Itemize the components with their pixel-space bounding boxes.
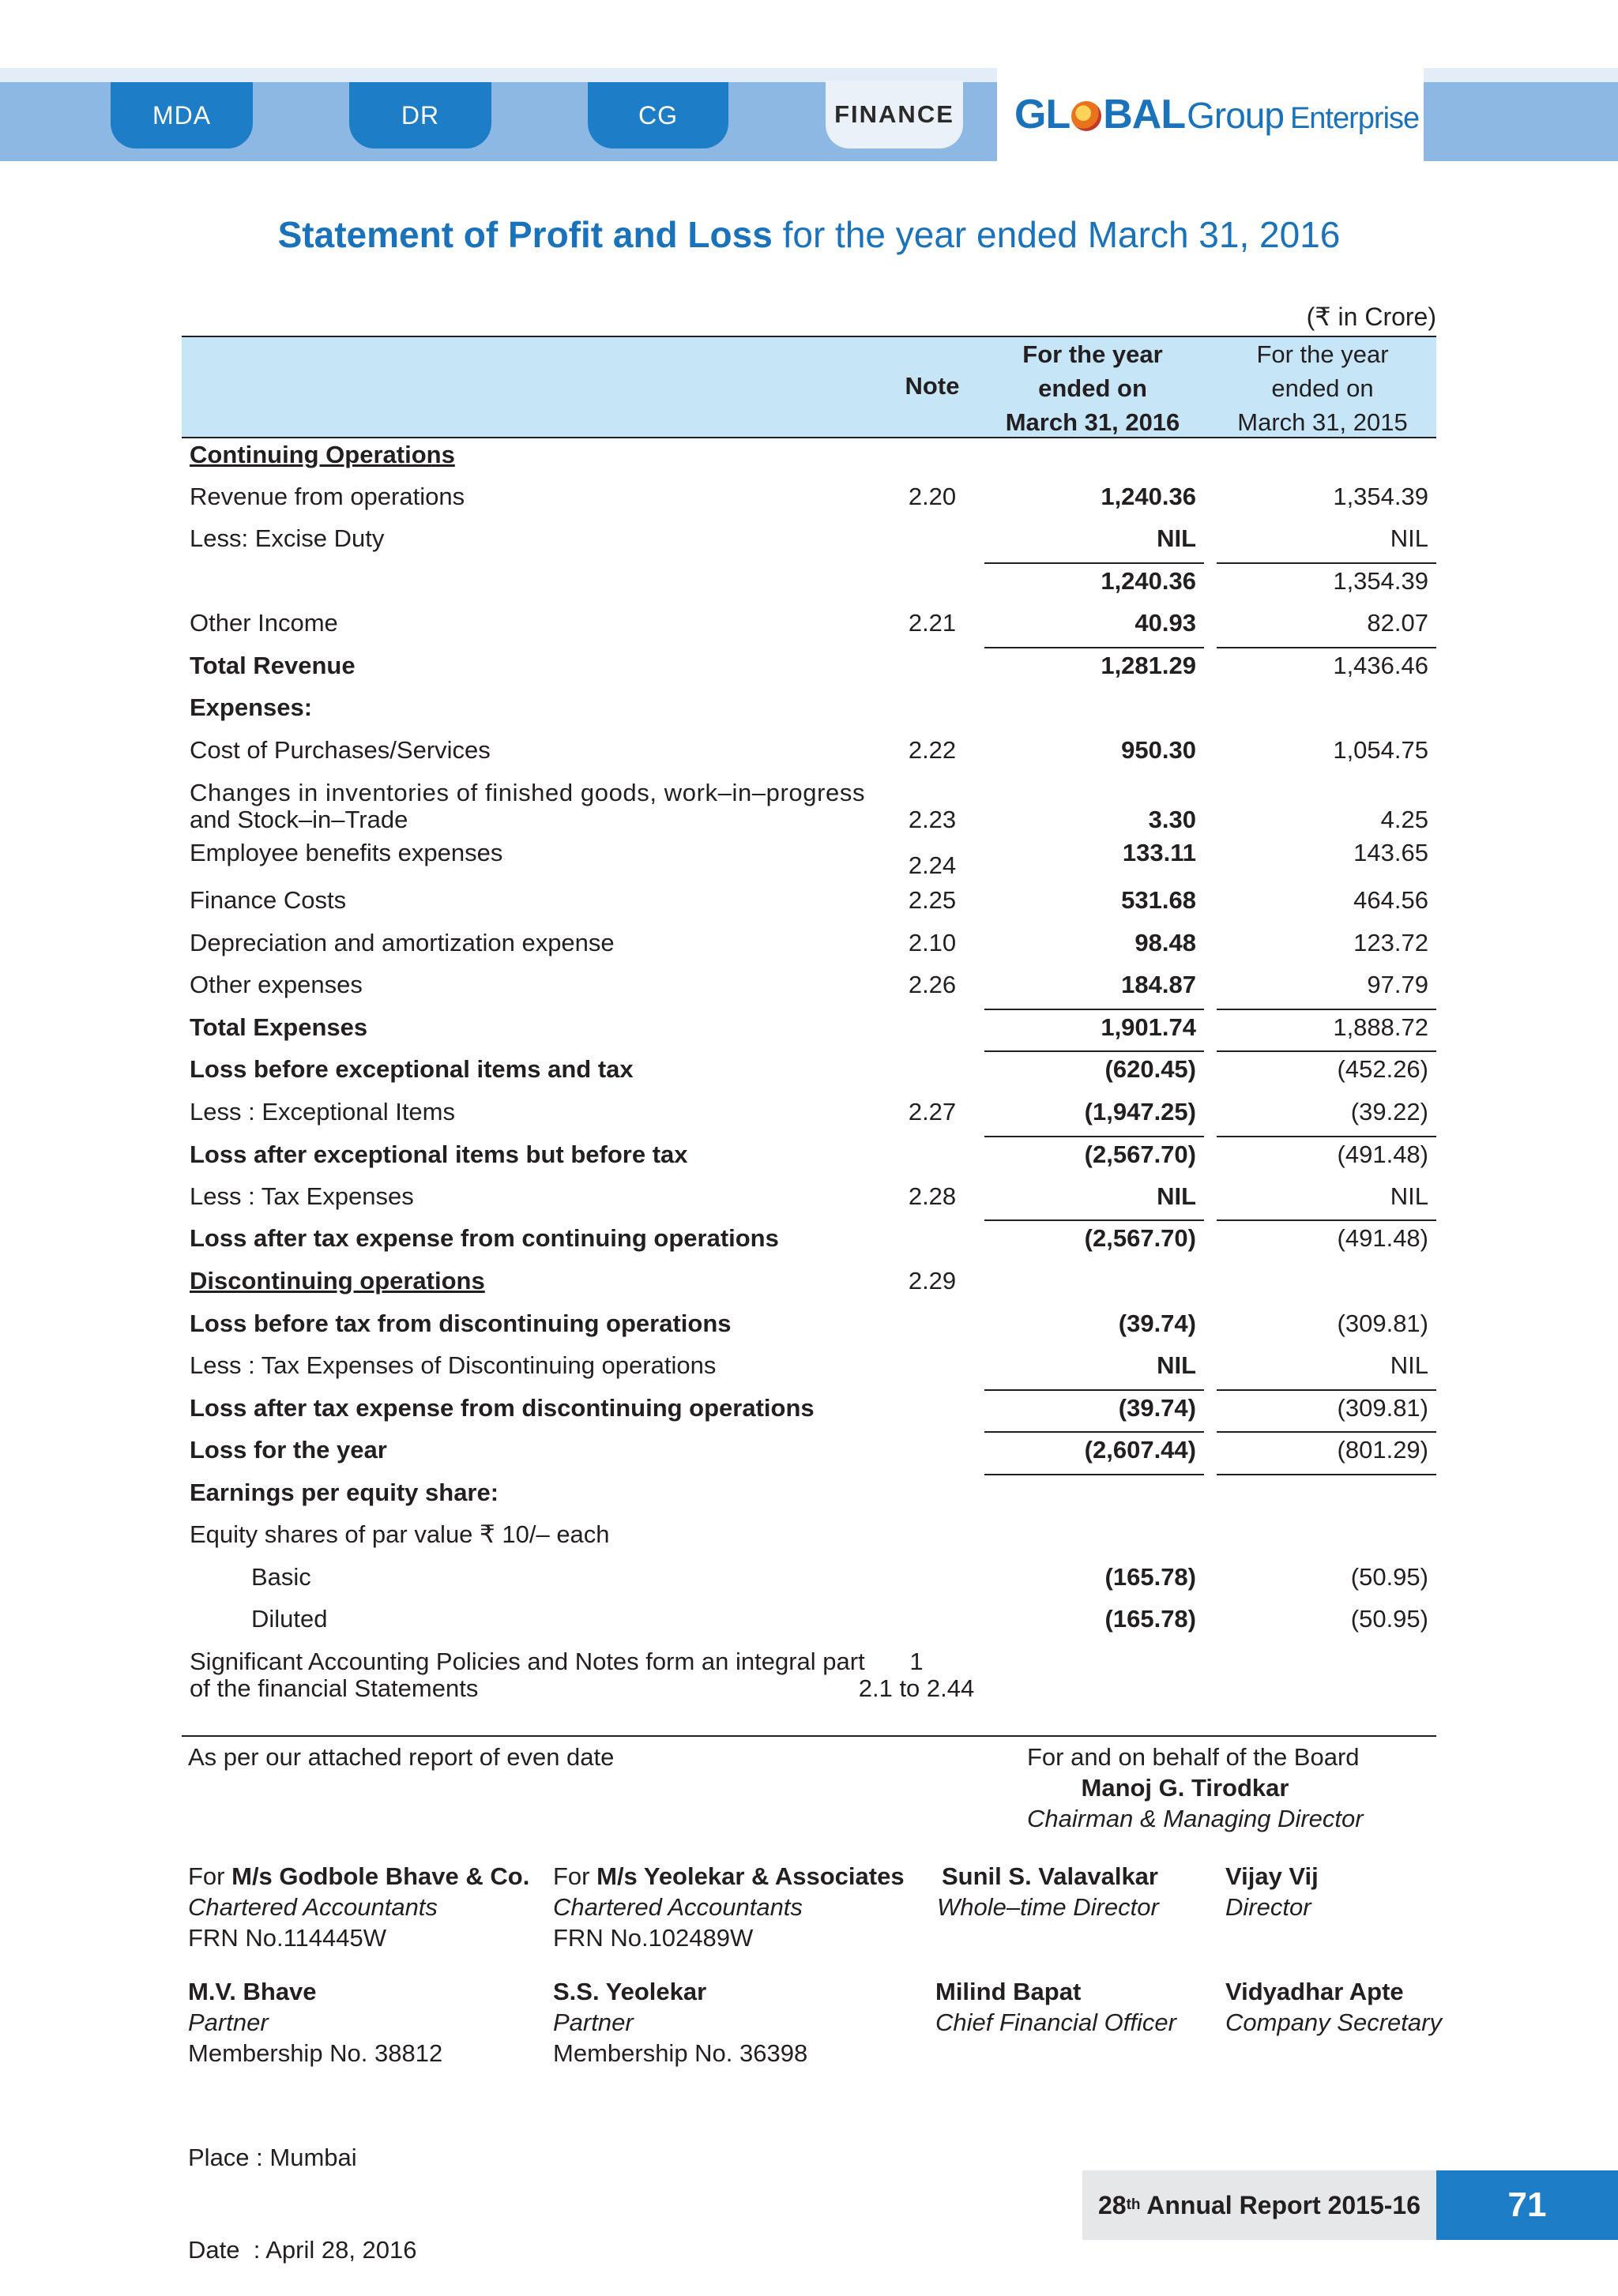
row-value-2016: 184.87 <box>1121 971 1196 998</box>
auditor-1-firm: M/s Godbole Bhave & Co. <box>231 1862 530 1890</box>
rule-line <box>1217 1474 1436 1475</box>
report-reference: As per our attached report of even date <box>188 1743 615 1771</box>
cfo-block <box>935 1976 1176 2038</box>
cs-title: Company Secretary <box>1225 2009 1442 2036</box>
row-value-2015: 1,054.75 <box>1333 736 1428 764</box>
row-label: Loss for the year <box>190 1436 387 1464</box>
column-header-2015-line2: ended on <box>1271 374 1374 402</box>
table-row <box>0 1388 1618 1430</box>
place: Place : Mumbai <box>188 2144 357 2171</box>
row-label: Employee benefits expenses <box>190 839 503 866</box>
rule-line <box>984 1219 1204 1221</box>
row-note: 2.24 <box>908 851 957 879</box>
row-label: Other expenses <box>190 971 363 998</box>
auditor-2-type: Chartered Accountants <box>553 1893 803 1921</box>
row-value-2016: (165.78) <box>1104 1563 1196 1591</box>
row-value-2015: (491.48) <box>1337 1140 1428 1168</box>
row-label: Diluted <box>251 1605 328 1633</box>
row-note: 2.23 <box>908 806 957 833</box>
column-header-2015 <box>1209 337 1436 439</box>
globe-icon <box>1071 101 1101 131</box>
table-row <box>0 1430 1618 1472</box>
rule-line <box>1217 1050 1436 1052</box>
footer-report-title <box>1082 2170 1436 2240</box>
auditor-1-type: Chartered Accountants <box>188 1893 438 1921</box>
row-value-2016: (2,607.44) <box>1084 1436 1196 1464</box>
row-label: Loss after tax expense from continuing operations <box>190 1224 779 1252</box>
logo-text-gl: GL <box>1014 92 1071 137</box>
row-value-2015: 1,888.72 <box>1333 1013 1428 1041</box>
cs-block <box>1225 1976 1442 2038</box>
partner-2-membership: Membership No. 36398 <box>553 2039 808 2067</box>
board-line: For and on behalf of the Board <box>1027 1743 1360 1771</box>
row-value-2015: 1,354.39 <box>1333 567 1428 595</box>
row-value-2015: 123.72 <box>1353 929 1428 956</box>
rule-line <box>984 1136 1204 1137</box>
chairman-name: Manoj G. Tirodkar <box>1081 1774 1289 1802</box>
row-value-2016: 3.30 <box>1148 806 1196 833</box>
row-note: 2.22 <box>908 736 957 764</box>
rule-line <box>1217 1136 1436 1137</box>
row-label: Earnings per equity share: <box>190 1479 499 1506</box>
table-row <box>0 1092 1618 1134</box>
table-header <box>182 336 1436 438</box>
row-value-2015: (39.22) <box>1350 1098 1428 1125</box>
row-label: Revenue from operations <box>190 483 465 510</box>
row-value-2016: NIL <box>1157 524 1196 552</box>
row-value-2016: NIL <box>1157 1351 1196 1379</box>
table-row <box>0 1218 1618 1261</box>
row-label: Expenses: <box>190 693 313 721</box>
page-title <box>0 213 1618 256</box>
auditor-2-prefix: For <box>553 1862 597 1890</box>
cfo-title: Chief Financial Officer <box>935 2009 1176 2036</box>
currency-unit: (₹ in Crore) <box>1306 303 1436 331</box>
place-date-block <box>188 2080 417 2296</box>
row-value-2015: NIL <box>1390 1351 1428 1379</box>
title-rest: for the year ended March 31, 2016 <box>772 214 1341 255</box>
rule-line <box>984 1474 1204 1475</box>
rule-line <box>984 562 1204 564</box>
director-2-name: Vijay Vij <box>1225 1862 1319 1890</box>
table-row <box>0 1557 1618 1599</box>
row-value-2015: (452.26) <box>1337 1055 1428 1083</box>
row-label: Discontinuing operations <box>190 1267 485 1295</box>
partner-2-block <box>553 1976 807 2069</box>
row-label: Continuing Operations <box>190 441 455 468</box>
row-note: 2.27 <box>908 1098 957 1125</box>
row-label: Loss after exceptional items but before tax <box>190 1140 688 1168</box>
table-row-subtotal <box>0 561 1618 603</box>
row-label-line2: and Stock–in–Trade <box>190 806 408 833</box>
partner-1-block <box>188 1976 442 2069</box>
row-note: 2.20 <box>908 483 957 510</box>
director-1-title: Whole–time Director <box>937 1893 1159 1921</box>
column-header-2016-line1: For the year <box>1022 340 1163 368</box>
board-signature-block <box>1027 1742 1364 1834</box>
row-value-2016: (39.74) <box>1118 1394 1196 1422</box>
table-row <box>0 772 1618 837</box>
table-row <box>0 837 1618 880</box>
row-value-2016: (39.74) <box>1118 1310 1196 1337</box>
auditor-1-frn: FRN No.114445W <box>188 1924 386 1952</box>
rule-line <box>984 1389 1204 1391</box>
row-value-2015: 82.07 <box>1367 609 1428 637</box>
partner-2-role: Partner <box>553 2009 634 2036</box>
date: Date : April 28, 2016 <box>188 2236 417 2264</box>
footer-ordinal: 28 <box>1098 2190 1127 2219</box>
row-label: Significant Accounting Policies and Notes form an integral part <box>190 1648 865 1675</box>
row-label: Total Expenses <box>190 1013 368 1041</box>
row-value-2016: 950.30 <box>1121 736 1196 764</box>
rule-line <box>1217 1431 1436 1433</box>
logo-text-group: Group <box>1187 95 1284 136</box>
row-value-2016: NIL <box>1157 1182 1196 1210</box>
row-value-2015: 143.65 <box>1353 839 1428 866</box>
table-row <box>0 1514 1618 1557</box>
header-right-band <box>1425 82 1618 161</box>
row-value-2015: (801.29) <box>1337 1436 1428 1464</box>
row-value-2015: 97.79 <box>1367 971 1428 998</box>
row-label: Equity shares of par value ₹ 10/– each <box>190 1520 610 1548</box>
partner-1-role: Partner <box>188 2009 269 2036</box>
row-value-2016: (1,947.25) <box>1084 1098 1196 1125</box>
row-value-2015: 1,354.39 <box>1333 483 1428 510</box>
row-note: 2.29 <box>908 1267 957 1295</box>
row-value-2015: 1,436.46 <box>1333 652 1428 679</box>
title-bold: Statement of Profit and Loss <box>277 214 773 255</box>
table-bottom-line <box>182 1735 1436 1737</box>
table-row <box>0 476 1618 519</box>
row-value-2015: NIL <box>1390 524 1428 552</box>
row-value-2015: NIL <box>1390 1182 1428 1210</box>
row-value-2015: (50.95) <box>1350 1563 1428 1591</box>
tab-cg[interactable]: CG <box>588 82 728 148</box>
row-value-2015: (309.81) <box>1337 1394 1428 1422</box>
table-row <box>0 1303 1618 1346</box>
table-row <box>0 687 1618 730</box>
logo-text-enterprise: Enterprise <box>1289 102 1420 135</box>
rule-line <box>1217 1389 1436 1391</box>
row-label: Less : Tax Expenses <box>190 1182 414 1210</box>
rule-line <box>984 1050 1204 1052</box>
row-label: Total Revenue <box>190 652 356 679</box>
row-label: Less : Exceptional Items <box>190 1098 455 1125</box>
cs-name: Vidyadhar Apte <box>1225 1978 1404 2005</box>
row-label: Cost of Purchases/Services <box>190 736 491 764</box>
row-label: Loss after tax expense from discontinuing operations <box>190 1394 815 1422</box>
table-row <box>0 964 1618 1007</box>
column-header-2016-line3: March 31, 2016 <box>1005 408 1180 436</box>
row-value-2016: 1,901.74 <box>1101 1013 1196 1041</box>
company-logo <box>997 68 1424 161</box>
director-1-block <box>937 1861 1159 1922</box>
row-value-2016: 531.68 <box>1121 886 1196 914</box>
row-note-line2: 2.1 to 2.44 <box>858 1674 975 1702</box>
table-row <box>0 730 1618 772</box>
page-number: 71 <box>1436 2170 1618 2240</box>
row-label: Less: Excise Duty <box>190 524 385 552</box>
row-value-2015: (50.95) <box>1350 1605 1428 1633</box>
row-value-2016: 1,281.29 <box>1101 652 1196 679</box>
director-2-block <box>1225 1861 1319 1922</box>
column-header-2015-line3: March 31, 2015 <box>1237 408 1408 436</box>
row-value-2015: 4.25 <box>1380 806 1428 833</box>
row-label: Finance Costs <box>190 886 347 914</box>
director-1-name: Sunil S. Valavalkar <box>942 1862 1158 1890</box>
auditor-2-frn: FRN No.102489W <box>553 1924 754 1952</box>
row-value-2016: (620.45) <box>1104 1055 1196 1083</box>
row-label: Loss before tax from discontinuing operations <box>190 1310 732 1337</box>
table-row <box>0 603 1618 645</box>
row-value-2016: (2,567.70) <box>1084 1140 1196 1168</box>
tab-mda[interactable]: MDA <box>111 82 253 148</box>
row-label: Less : Tax Expenses of Discontinuing operations <box>190 1351 717 1379</box>
auditor-2-block <box>553 1861 905 1953</box>
rule-line <box>1217 562 1436 564</box>
row-value-2016: 133.11 <box>1122 839 1196 866</box>
chairman-title: Chairman & Managing Director <box>1027 1805 1364 1832</box>
footer-report-text: Annual Report 2015-16 <box>1140 2190 1420 2219</box>
column-header-2015-line1: For the year <box>1256 340 1389 368</box>
rule-line <box>1217 1009 1436 1010</box>
row-label: Basic <box>251 1563 311 1591</box>
column-header-note: Note <box>905 372 960 400</box>
row-value-2016: 1,240.36 <box>1101 567 1196 595</box>
row-label-line2: of the financial Statements <box>190 1674 479 1702</box>
footer-ordinal-suffix: th <box>1126 2196 1141 2213</box>
rule-line <box>984 1009 1204 1010</box>
tab-finance[interactable]: FINANCE <box>826 81 963 148</box>
rule-line <box>984 647 1204 648</box>
row-value-2016: (165.78) <box>1104 1605 1196 1633</box>
row-note: 2.10 <box>908 929 957 956</box>
table-row <box>0 518 1618 561</box>
row-note: 2.26 <box>908 971 957 998</box>
row-label: Changes in inventories of finished goods, work–in–progress <box>190 779 866 806</box>
table-row <box>0 1599 1618 1641</box>
row-label: Loss before exceptional items and tax <box>190 1055 634 1083</box>
auditor-1-prefix: For <box>188 1862 232 1890</box>
row-note: 1 <box>909 1648 924 1675</box>
row-value-2015: (491.48) <box>1337 1224 1428 1252</box>
director-2-title: Director <box>1225 1893 1311 1921</box>
row-value-2016: 98.48 <box>1134 929 1196 956</box>
row-value-2015: 464.56 <box>1353 886 1428 914</box>
table-row <box>0 434 1618 477</box>
logo-text-bal: BAL <box>1103 92 1186 137</box>
rule-line <box>1217 1219 1436 1221</box>
partner-1-name: M.V. Bhave <box>188 1978 317 2005</box>
table-row <box>0 1261 1618 1303</box>
rule-line <box>1217 647 1436 648</box>
row-note: 2.25 <box>908 886 957 914</box>
table-row <box>0 1176 1618 1219</box>
table-row <box>0 923 1618 965</box>
column-header-2016 <box>978 337 1207 439</box>
table-row <box>0 1472 1618 1515</box>
row-note: 2.21 <box>908 609 957 637</box>
cfo-name: Milind Bapat <box>935 1978 1082 2005</box>
table-row <box>0 1007 1618 1050</box>
row-value-2016: 1,240.36 <box>1101 483 1196 510</box>
row-note: 2.28 <box>908 1182 957 1210</box>
table-row <box>0 1345 1618 1388</box>
auditor-2-firm: M/s Yeolekar & Associates <box>596 1862 905 1890</box>
tab-dr[interactable]: DR <box>349 82 491 148</box>
row-value-2016: (2,567.70) <box>1084 1224 1196 1252</box>
table-row <box>0 1134 1618 1177</box>
table-row <box>0 645 1618 688</box>
rule-line <box>984 1431 1204 1433</box>
partner-1-membership: Membership No. 38812 <box>188 2039 443 2067</box>
row-label: Other Income <box>190 609 338 637</box>
table-row <box>0 1641 1618 1708</box>
partner-2-name: S.S. Yeolekar <box>553 1978 707 2005</box>
column-header-2016-line2: ended on <box>1038 374 1147 402</box>
row-label: Depreciation and amortization expense <box>190 929 615 956</box>
table-row <box>0 880 1618 923</box>
row-value-2016: 40.93 <box>1134 609 1196 637</box>
row-value-2015: (309.81) <box>1337 1310 1428 1337</box>
table-row <box>0 1049 1618 1092</box>
auditor-1-block <box>188 1861 529 1953</box>
